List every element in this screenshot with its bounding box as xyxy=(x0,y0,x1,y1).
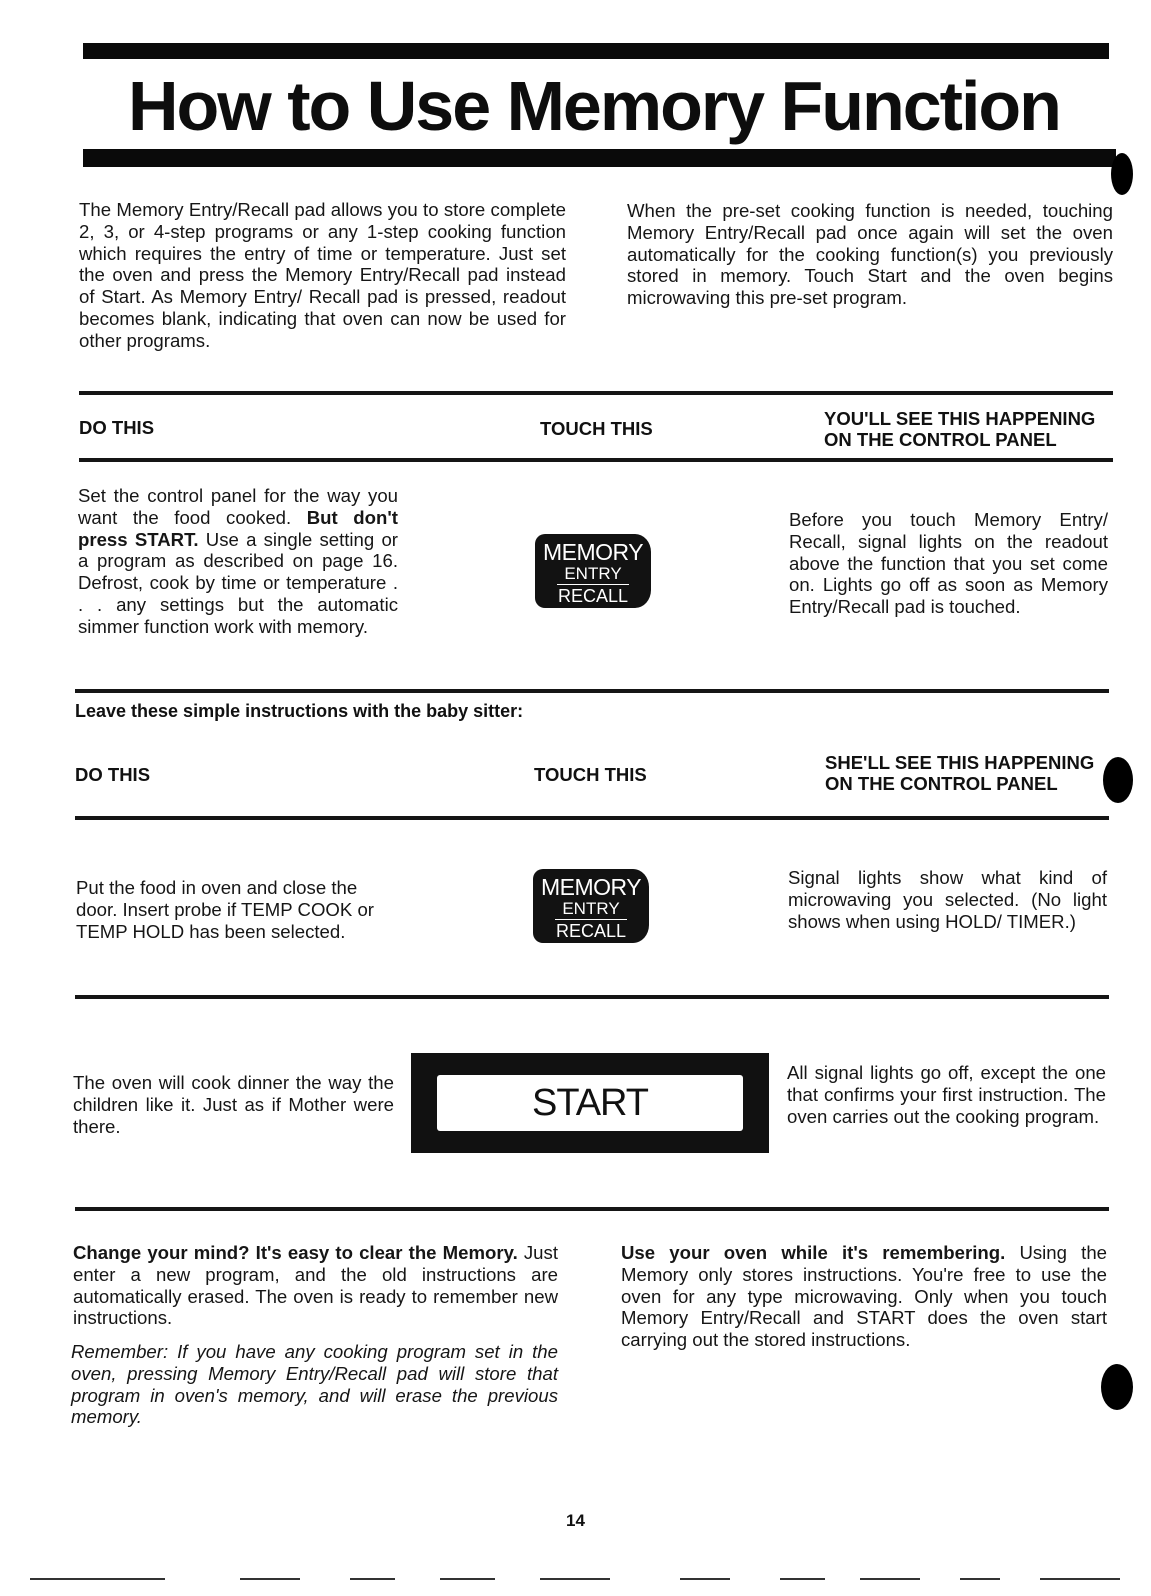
page-title: How to Use Memory Function xyxy=(128,67,1060,145)
scan-edge-dash xyxy=(540,1578,610,1580)
col-header-she-sees-line1: SHE'LL SEE THIS HAPPENING xyxy=(825,752,1095,773)
step-result-text: All signal lights go off, except the one that confirms your first instruction. The oven carries out the cooking program. xyxy=(787,1062,1106,1127)
scan-edge-dash xyxy=(680,1578,730,1580)
intro-right-paragraph: When the pre-set cooking function is needed, touching Memory Entry/Recall pad once again will set the oven automatically for the cooking function(s) you previously stored in memory. Touch Start and the oven begins microwaving this pre-set program. xyxy=(627,200,1113,309)
divider xyxy=(79,458,1113,462)
start-pad xyxy=(411,1053,769,1153)
use-oven-heading: Use your oven while it's remembering. xyxy=(621,1242,1006,1263)
col-header-you-see-line1: YOU'LL SEE THIS HAPPENING xyxy=(824,408,1096,429)
pad-label-recall: RECALL xyxy=(555,921,627,941)
divider xyxy=(75,1207,1109,1211)
divider xyxy=(79,391,1113,395)
clear-memory-heading: Change your mind? It's easy to clear the Memory. xyxy=(73,1242,518,1263)
col-header-she-sees xyxy=(825,752,1094,794)
scan-edge-dash xyxy=(960,1578,1000,1580)
use-oven-text: Using the Memory only stores instructions. You're free to use the oven for any type microwaving. Only when you touch Memory Entry/Recall and START does the oven start carrying out the stored instructions. xyxy=(621,1242,1108,1351)
intro-left-paragraph: The Memory Entry/Recall pad allows you to store complete 2, 3, or 4-step programs or any 1-step cooking function which requires the entry of time or temperature. Just set the oven and press the Memory Entry/Recall pad instead of Start. As Memory Entry/ Recall pad is pressed, readout becomes blank, indicating that oven can now be used for other programs. xyxy=(79,199,566,351)
binder-hole-mark xyxy=(1111,153,1133,195)
divider xyxy=(75,995,1109,999)
pad-label-entry: ENTRY xyxy=(555,900,627,920)
start-pad-label: START xyxy=(437,1075,743,1131)
binder-hole-mark xyxy=(1101,1364,1133,1410)
use-oven-paragraph xyxy=(621,1242,1107,1351)
binder-hole-mark xyxy=(1103,757,1133,803)
page-number: 14 xyxy=(566,1511,585,1530)
step-text: Use a single setting or a program as described on page 16. Defrost, cook by time or temperature . . . any settings but the automatic simmer function work with memory. xyxy=(78,528,398,637)
clear-memory-text: Just enter a new program, and the old instructions are automatically erased. The oven is ready to remember new instructions. xyxy=(73,1242,558,1329)
babysitter-heading: Leave these simple instructions with the baby sitter: xyxy=(75,701,524,721)
header-bar-top xyxy=(83,43,1109,59)
step-result-text: Signal lights show what kind of microwaving you selected. (No light shows when using HOLD/ TIMER.) xyxy=(788,867,1107,932)
scan-edge-dash xyxy=(350,1578,395,1580)
scan-edge-dash xyxy=(30,1578,165,1580)
divider xyxy=(75,816,1109,820)
pad-label-entry: ENTRY xyxy=(557,565,629,585)
memory-entry-recall-pad xyxy=(533,869,649,943)
col-header-do-this: DO THIS xyxy=(79,417,155,438)
col-header-you-see xyxy=(824,408,1095,450)
pad-label-memory: MEMORY xyxy=(542,539,644,565)
step-do-this-text: Put the food in oven and close the door. Insert probe if TEMP COOK or TEMP HOLD has been selected. xyxy=(76,877,374,942)
col-header-touch-this: TOUCH THIS xyxy=(534,764,647,785)
scan-edge-dash xyxy=(860,1578,920,1580)
step-do-this-text: The oven will cook dinner the way the children like it. Just as if Mother were there. xyxy=(73,1072,394,1137)
col-header-touch-this: TOUCH THIS xyxy=(540,418,653,439)
clear-memory-paragraph xyxy=(73,1242,558,1329)
scan-edge-dash xyxy=(1040,1578,1120,1580)
step-text: Set the control panel for the way you want the food cooked. xyxy=(78,485,398,528)
col-header-you-see-line2: ON THE CONTROL PANEL xyxy=(824,429,1057,450)
scan-edge-dash xyxy=(780,1578,825,1580)
warning-text: But don't press START. xyxy=(78,506,398,550)
scan-edge-dash xyxy=(240,1578,300,1580)
remember-note-text: Remember: If you have any cooking program set in the oven, pressing Memory Entry/Recall pad will store that program in oven's memory, and will erase the previous memory. xyxy=(71,1341,558,1428)
memory-entry-recall-pad xyxy=(535,534,651,608)
scan-edge-dash xyxy=(440,1578,495,1580)
col-header-she-sees-line2: ON THE CONTROL PANEL xyxy=(825,773,1058,794)
pad-label-recall: RECALL xyxy=(557,586,629,606)
col-header-do-this: DO THIS xyxy=(75,764,151,785)
remember-note xyxy=(71,1341,558,1428)
step-do-this-text xyxy=(78,485,398,638)
header-bar-bottom xyxy=(83,149,1116,167)
pad-label-memory: MEMORY xyxy=(540,874,642,900)
step-result-text: Before you touch Memory Entry/ Recall, signal lights on the readout above the function that you set come on. Lights go off as soon as Memory Entry/Recall pad is touched. xyxy=(789,509,1108,618)
divider xyxy=(75,689,1109,693)
